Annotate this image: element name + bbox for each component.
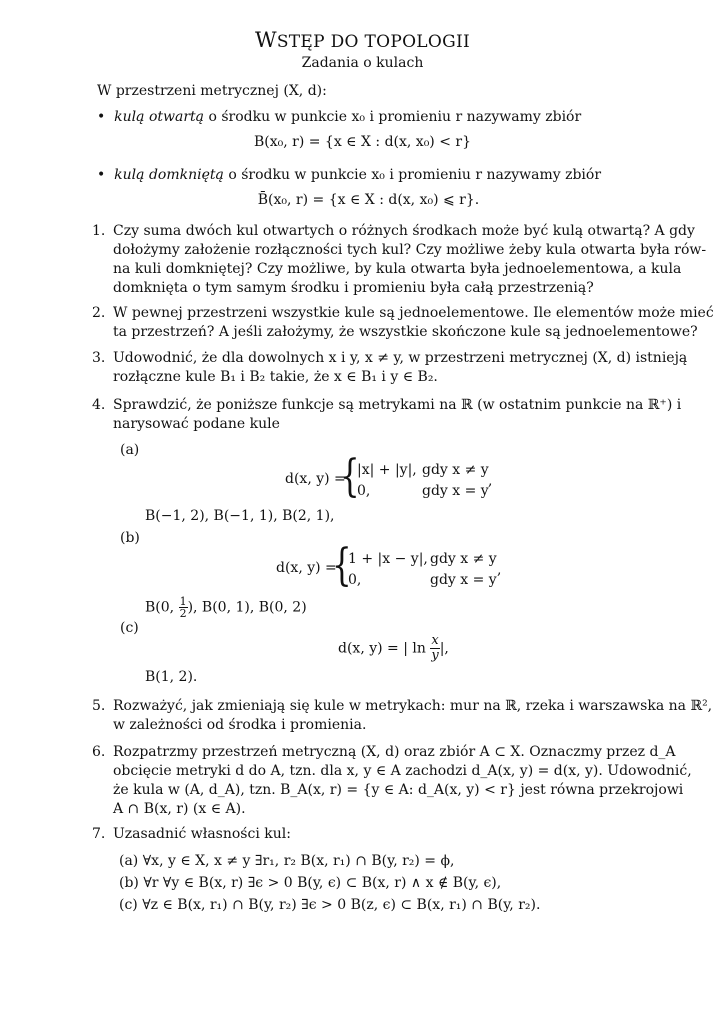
- problem-2-number: 2.: [92, 305, 106, 321]
- problem-7-lead: Uzasadnić własności kul:: [113, 826, 291, 842]
- problem-4a-label: (a): [120, 442, 140, 458]
- problem-4b-label: (b): [120, 530, 140, 546]
- fraction: [179, 596, 188, 619]
- problem-3-number: 3.: [92, 350, 106, 366]
- problem-2-line: ta przestrzeń? A jeśli założymy, że wszystkie skończone kule są jednoelementowe?: [113, 324, 698, 340]
- problem-4b-balls: [145, 596, 307, 619]
- intro-lead: W przestrzeni metrycznej (X, d):: [97, 83, 327, 99]
- problem-4a-case1: |x| + |y|,: [357, 462, 417, 478]
- problem-2-line: W pewnej przestrzeni wszystkie kule są jednoelementowe. Ile elementów może mieć: [113, 305, 714, 321]
- problem-7b: (b) ∀r ∀y ∈ B(x, r) ∃ϵ > 0 B(y, ϵ) ⊂ B(x, r) ∧ x ∉ B(y, ϵ),: [119, 875, 502, 891]
- problem-4b-case1: 1 + |x − y|,: [348, 551, 428, 567]
- bullet-closed-ball: • kulą domkniętą o środku w punkcie x₀ i promieniu r nazywamy zbiór: [97, 167, 602, 183]
- problem-4c-lhs: d(x, y) = | ln: [338, 640, 426, 657]
- term-closed-ball: kulą domkniętą: [114, 167, 224, 183]
- problem-4b-cond1: gdy x ≠ y: [430, 551, 497, 567]
- bullet-open-ball-text: o środku w punkcie x₀ i promieniu r nazywamy zbiór: [208, 109, 582, 125]
- fraction-numerator: 1: [179, 595, 187, 608]
- problem-4a-cond1: gdy x ≠ y: [422, 462, 489, 478]
- problem-6-number: 6.: [92, 744, 106, 760]
- bullet-open-ball: • kulą otwartą o środku w punkcie x₀ i promieniu r nazywamy zbiór: [97, 109, 582, 125]
- problem-4a-case2: 0,: [357, 483, 371, 499]
- problem-4a-lhs: d(x, y) =: [285, 471, 346, 487]
- problem-4-text: [113, 396, 682, 434]
- problem-1-number: 1.: [92, 223, 106, 239]
- problem-7c: (c) ∀z ∈ B(x, r₁) ∩ B(y, r₂) ∃ϵ > 0 B(z, ϵ) ⊂ B(x, r₁) ∩ B(y, r₂).: [119, 897, 541, 913]
- problem-1-text: [113, 222, 707, 298]
- page-title: [0, 28, 725, 54]
- bullet-closed-ball-text: o środku w punkcie x₀ i promieniu r nazywamy zbiór: [228, 167, 602, 183]
- brace-icon: {: [340, 451, 360, 502]
- problem-4c-balls: B(1, 2).: [145, 669, 198, 685]
- problem-1-line: dołożymy założenie rozłączności tych kul? Czy możliwe żeby kula otwarta była rów-: [113, 242, 707, 258]
- fraction-denominator: 2: [179, 607, 187, 620]
- problem-5-text: [113, 697, 713, 735]
- title-initial: W: [254, 28, 277, 52]
- problem-4b-case2: 0,: [348, 572, 362, 588]
- page-subtitle: Zadania o kulach: [301, 55, 424, 71]
- problem-4-line: narysować podane kule: [113, 416, 280, 432]
- problem-4a-comma: ,: [488, 473, 493, 489]
- problem-1-line: Czy suma dwóch kul otwartych o różnych środkach może być kulą otwartą? A gdy: [113, 223, 695, 239]
- problem-4b-comma: ,: [497, 562, 502, 578]
- problem-6-line: A ∩ B(x, r) (x ∈ A).: [113, 801, 246, 817]
- problem-3-line: Udowodnić, że dla dowolnych x i y, x ≠ y, w przestrzeni metrycznej (X, d) istnieją: [113, 350, 688, 366]
- term-open-ball: kulą otwartą: [114, 109, 204, 125]
- problem-1-line: domknięta o tym samym środku i promieniu była całą przestrzenią?: [113, 280, 594, 296]
- problem-7a: (a) ∀x, y ∈ X, x ≠ y ∃r₁, r₂ B(x, r₁) ∩ B(y, r₂) = ϕ,: [119, 853, 455, 869]
- fraction-numerator: x: [431, 633, 439, 648]
- problem-6-line: że kula w (A, d_A), tzn. B_A(x, r) = {y ∈ A: d_A(x, y) < r} jest równa przekrojowi: [113, 782, 684, 798]
- problem-1-line: na kuli domkniętej? Czy możliwe, by kula otwarta była jednoelementowa, a kula: [113, 261, 682, 277]
- problem-5-line: Rozważyć, jak zmieniają się kule w metrykach: mur na ℝ, rzeka i warszawska na ℝ²,: [113, 698, 713, 714]
- problem-4-number: 4.: [92, 397, 106, 413]
- problem-3-text: [113, 349, 688, 387]
- problem-6-line: obcięcie metryki d do A, tzn. dla x, y ∈ A zachodzi d_A(x, y) = d(x, y). Udowodnić,: [113, 763, 692, 779]
- problem-4a-cond2: gdy x = y: [422, 483, 489, 499]
- problem-4b-lhs: d(x, y) =: [276, 560, 337, 576]
- brace-icon: {: [332, 540, 352, 591]
- problem-4c-rhs: |,: [439, 640, 449, 657]
- problem-5-line: w zależności od środka i promienia.: [113, 717, 367, 733]
- formula-closed-ball: B̄(x₀, r) = {x ∈ X : d(x, x₀) ⩽ r}.: [257, 192, 480, 208]
- problem-4b-balls-post: ), B(0, 1), B(0, 2): [187, 599, 307, 616]
- problem-7-number: 7.: [92, 826, 106, 842]
- fraction-denominator: y: [431, 648, 439, 663]
- problem-5-number: 5.: [92, 698, 106, 714]
- problem-2-text: [113, 304, 714, 342]
- problem-6-text: [113, 743, 692, 819]
- problem-4b-balls-pre: B(0,: [145, 599, 175, 616]
- fraction: [430, 634, 439, 663]
- formula-open-ball: B(x₀, r) = {x ∈ X : d(x, x₀) < r}: [253, 134, 471, 150]
- problem-3-line: rozłączne kule B₁ i B₂ takie, że x ∈ B₁ i y ∈ B₂.: [113, 369, 438, 385]
- problem-6-line: Rozpatrzmy przestrzeń metryczną (X, d) oraz zbiór A ⊂ X. Oznaczmy przez d_A: [113, 744, 676, 760]
- problem-4c-label: (c): [120, 620, 139, 636]
- problem-4c-formula: [338, 634, 449, 663]
- title-smallcaps: STĘP DO TOPOLOGII: [276, 32, 471, 52]
- problem-4a-balls: B(−1, 2), B(−1, 1), B(2, 1),: [145, 508, 335, 524]
- problem-4-line: Sprawdzić, że poniższe funkcje są metrykami na ℝ (w ostatnim punkcie na ℝ⁺) i: [113, 397, 682, 413]
- problem-4b-cond2: gdy x = y: [430, 572, 497, 588]
